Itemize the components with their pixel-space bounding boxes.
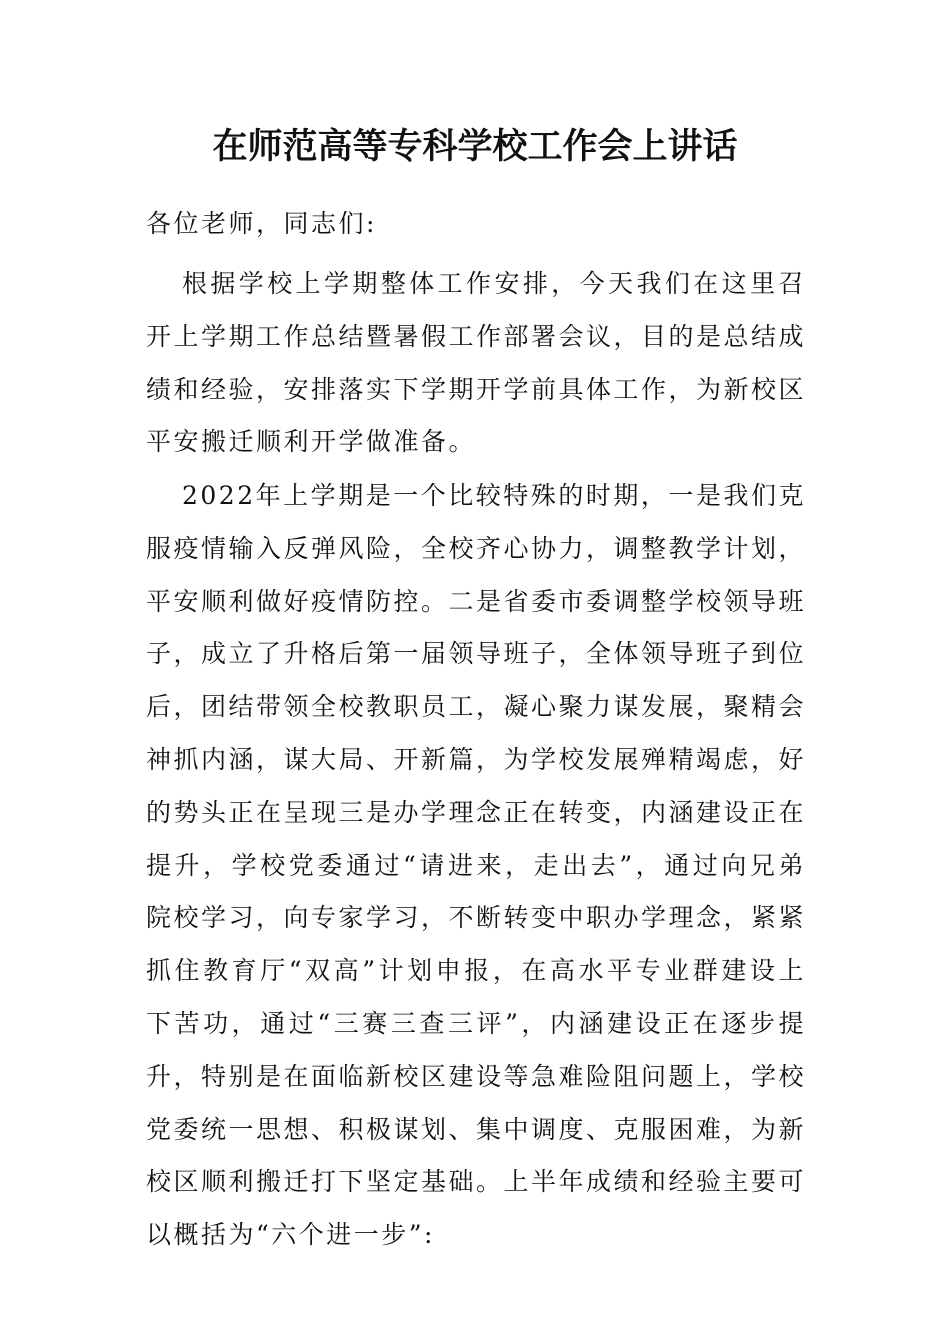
paragraph-2: 2022年上学期是一个比较特殊的时期，一是我们克服疫情输入反弹风险，全校齐心协力，调整教学计划，平安顺利做好疫情防控。二是省委市委调整学校领导班子，成立了升格后第一届领导班子，全体领导班子到位后，团结带领全校教职员工，凝心聚力谋发展，聚精会神抓内涵，谋大局、开新篇，为学校发展殚精竭虑，好的势头正在呈现三是办学理念正在转变，内涵建设正在提升，学校党委通过“请进来，走出去”，通过向兄弟院校学习，向专家学习，不断转变中职办学理念，紧紧抓住教育厅“双高”计划申报，在高水平专业群建设上下苦功，通过“三赛三查三评”，内涵建设正在逐步提升，特别是在面临新校区建设等急难险阻问题上，学校党委统一思想、积极谋划、集中调度、克服困难，为新校区顺利搬迁打下坚定基础。上半年成绩和经验主要可以概括为“六个进一步”: xyxy=(146,481,807,1250)
salutation: 各位老师，同志们: xyxy=(146,209,377,238)
document-title: 在师范高等专科学校工作会上讲话 xyxy=(212,126,738,167)
paragraph-1: 根据学校上学期整体工作安排，今天我们在这里召开上学期工作总结暨暑假工作部署会议，目的是总结成绩和经验，安排落实下学期开学前具体工作，为新校区平安搬迁顺利开学做准备。 xyxy=(146,269,807,457)
